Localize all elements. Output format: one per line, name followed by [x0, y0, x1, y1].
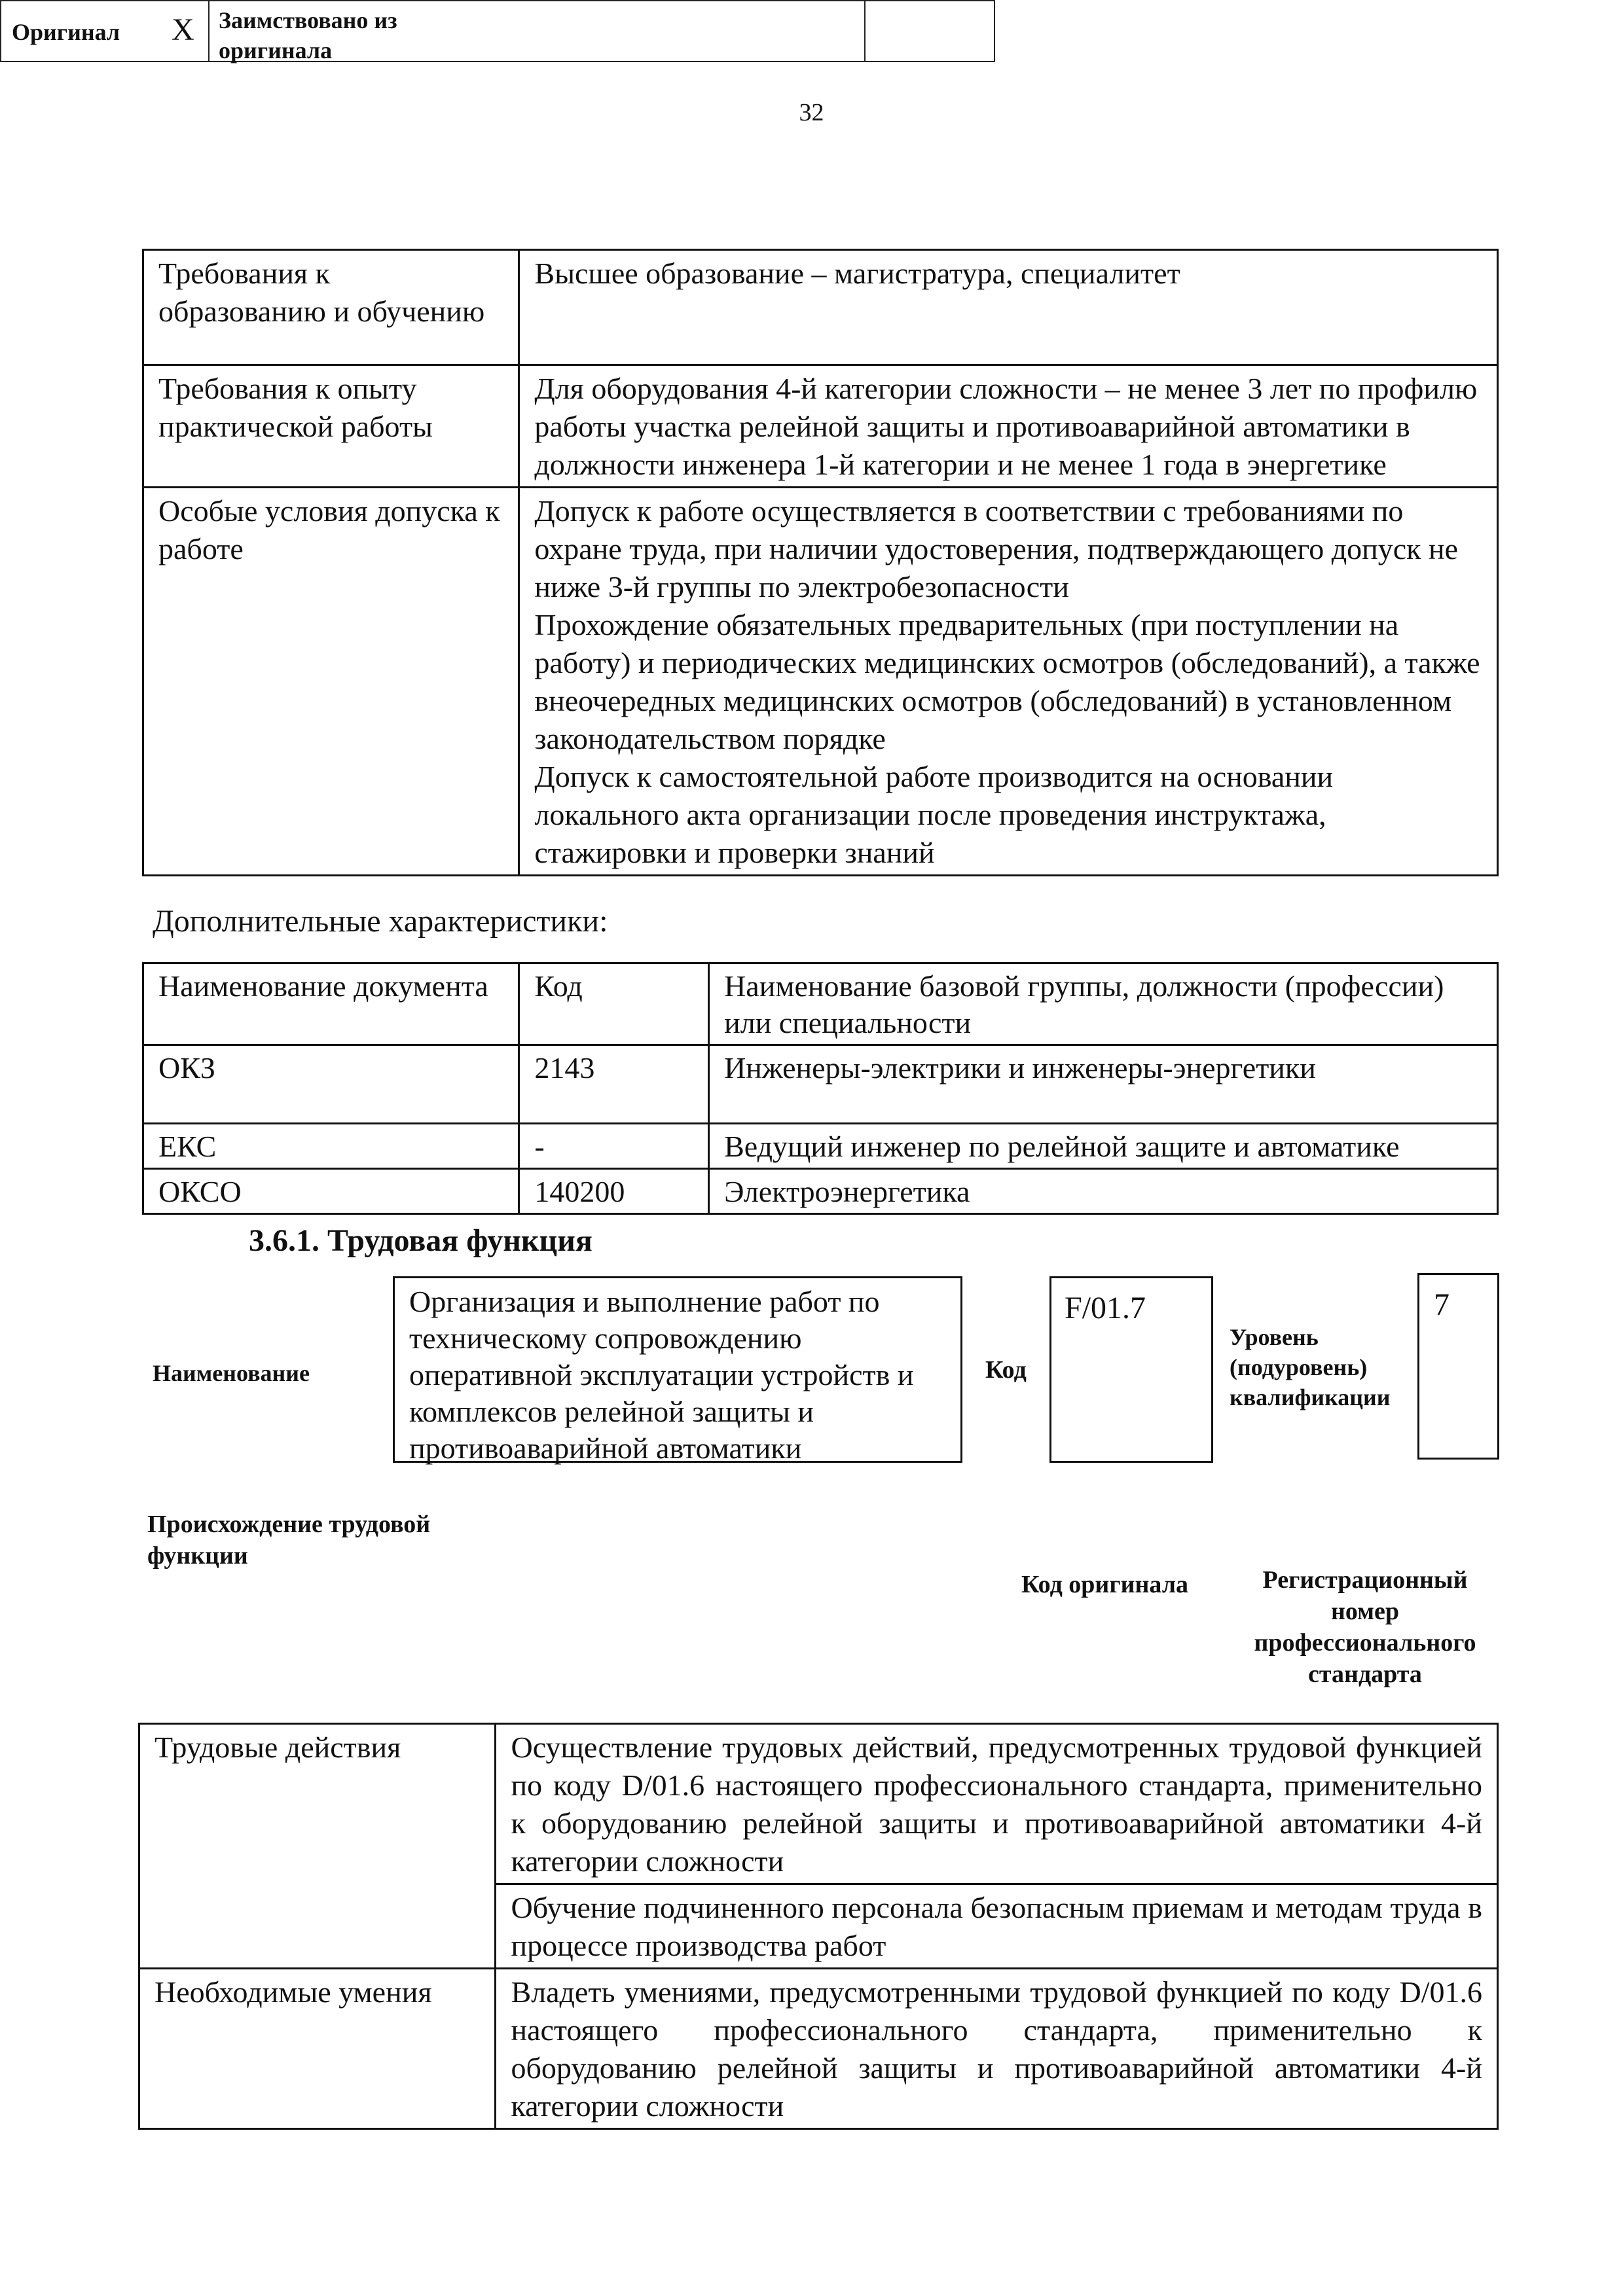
- requirements-table: [142, 249, 1499, 876]
- table-cell: ОКЗ: [143, 1045, 519, 1124]
- table-cell: Электроэнергетика: [709, 1169, 1498, 1214]
- table-cell: 140200: [519, 1169, 709, 1214]
- table-row: [143, 365, 1498, 488]
- labor-function-heading: 3.6.1. Трудовая функция: [249, 1223, 593, 1258]
- table-cell: 2143: [519, 1045, 709, 1124]
- requirement-value: [519, 365, 1498, 488]
- original-mark: X: [172, 12, 194, 47]
- level-label-line: Уровень: [1230, 1324, 1319, 1350]
- reg-label-line: Регистрационный: [1262, 1566, 1468, 1594]
- requirement-paragraph: Допуск к работе осуществляется в соответствии с требованиями по охране труда, при наличии удостоверения, подтверждающего допуск не ниже 3-й группы по электробезопасности: [534, 494, 1459, 603]
- borrowed-label-line: Заимствовано из: [219, 7, 397, 33]
- level-label-line: квалификации: [1230, 1384, 1391, 1410]
- requirement-label: Требования к опыту практической работы: [143, 365, 519, 488]
- borrowed-label: [219, 5, 397, 65]
- registration-number-label: [1237, 1564, 1493, 1690]
- table-row: [143, 1045, 1498, 1124]
- original-label: Оригинал: [12, 19, 120, 45]
- requirement-value: [519, 488, 1498, 876]
- level-label-line: (подуровень): [1230, 1354, 1368, 1380]
- table-row: [139, 1969, 1498, 2129]
- table-cell: ОКСО: [143, 1169, 519, 1214]
- table-cell: Инженеры-электрики и инженеры-энергетики: [709, 1045, 1498, 1124]
- skills-cell: Владеть умениями, предусмотренными трудовой функцией по коду D/01.6 настоящего профессионального стандарта, применительно к оборудованию релейной защиты и противоаварийной автоматики 4-й категории сложности: [496, 1969, 1498, 2129]
- function-origin-label: [147, 1509, 430, 1571]
- table-row: [139, 1724, 1498, 1884]
- requirement-paragraph: Для оборудования 4-й категории сложности – не менее 3 лет по профилю работы участка релейной защиты и противоаварийной автоматики в должности инженера 1-й категории и не менее 1 года в энергетике: [534, 372, 1478, 481]
- original-code-label: Код оригинала: [1021, 1571, 1189, 1598]
- reg-label-line: стандарта: [1308, 1660, 1422, 1688]
- borrowed-label-line: оригинала: [219, 37, 333, 63]
- extra-characteristics-heading: Дополнительные характеристики:: [153, 904, 608, 939]
- requirement-paragraph: Прохождение обязательных предварительных (при поступлении на работу) и периодических медицинских осмотров (обследований), а также внеочередных медицинских осмотров (обследований) в установленном законодательством порядке: [534, 608, 1480, 755]
- table-row: [143, 1124, 1498, 1169]
- column-header: Наименование документа: [143, 963, 519, 1045]
- requirement-value: [519, 250, 1498, 365]
- extra-characteristics-table: [142, 962, 1499, 1215]
- table-cell: -: [519, 1124, 709, 1169]
- qualification-level-label: [1230, 1322, 1391, 1412]
- original-cell: [0, 0, 210, 62]
- origin-label-line: Происхождение трудовой: [147, 1511, 431, 1538]
- table-row: [143, 488, 1498, 876]
- function-code-label: Код: [985, 1356, 1027, 1384]
- table-cell: Ведущий инженер по релейной защите и автоматике: [709, 1124, 1498, 1169]
- table-cell: ЕКС: [143, 1124, 519, 1169]
- function-name-box: Организация и выполнение работ по техническому сопровождению оперативной эксплуатации устройств и комплексов релейной защиты и противоаварийной автоматики: [393, 1276, 962, 1463]
- skills-label: Необходимые умения: [139, 1969, 496, 2129]
- borrowed-cell: [211, 0, 866, 62]
- function-name-label: Наименование: [153, 1360, 310, 1386]
- requirement-paragraph: Допуск к самостоятельной работе производится на основании локального акта организации после проведения инструктажа, стажировки и проверки знаний: [534, 760, 1334, 869]
- requirement-label: Особые условия допуска к работе: [143, 488, 519, 876]
- work-action-cell: Осуществление трудовых действий, предусмотренных трудовой функцией по коду D/01.6 настоящего профессионального стандарта, применительно к оборудованию релейной защиты и противоаварийной автоматики 4-й категории сложности: [496, 1724, 1498, 1884]
- requirement-label: Требования к образованию и обучению: [143, 250, 519, 365]
- reg-label-line: номер: [1330, 1598, 1400, 1625]
- table-header-row: [143, 963, 1498, 1045]
- table-row: [143, 250, 1498, 365]
- table-row: [143, 1169, 1498, 1214]
- function-origin-box: [0, 0, 995, 62]
- column-header: Код: [519, 963, 709, 1045]
- work-action-cell: Обучение подчиненного персонала безопасным приемам и методам труда в процессе производства работ: [496, 1884, 1498, 1969]
- work-actions-table: [138, 1723, 1499, 2130]
- page-number: 32: [799, 99, 824, 126]
- origin-label-line: функции: [147, 1542, 248, 1570]
- requirement-paragraph: Высшее образование – магистратура, специалитет: [534, 257, 1180, 290]
- column-header: Наименование базовой группы, должности (профессии) или специальности: [709, 963, 1498, 1045]
- work-actions-label: Трудовые действия: [139, 1724, 496, 1969]
- function-code-box: F/01.7: [1049, 1276, 1213, 1463]
- qualification-level-box: 7: [1417, 1273, 1499, 1460]
- reg-label-line: профессионального: [1254, 1629, 1476, 1657]
